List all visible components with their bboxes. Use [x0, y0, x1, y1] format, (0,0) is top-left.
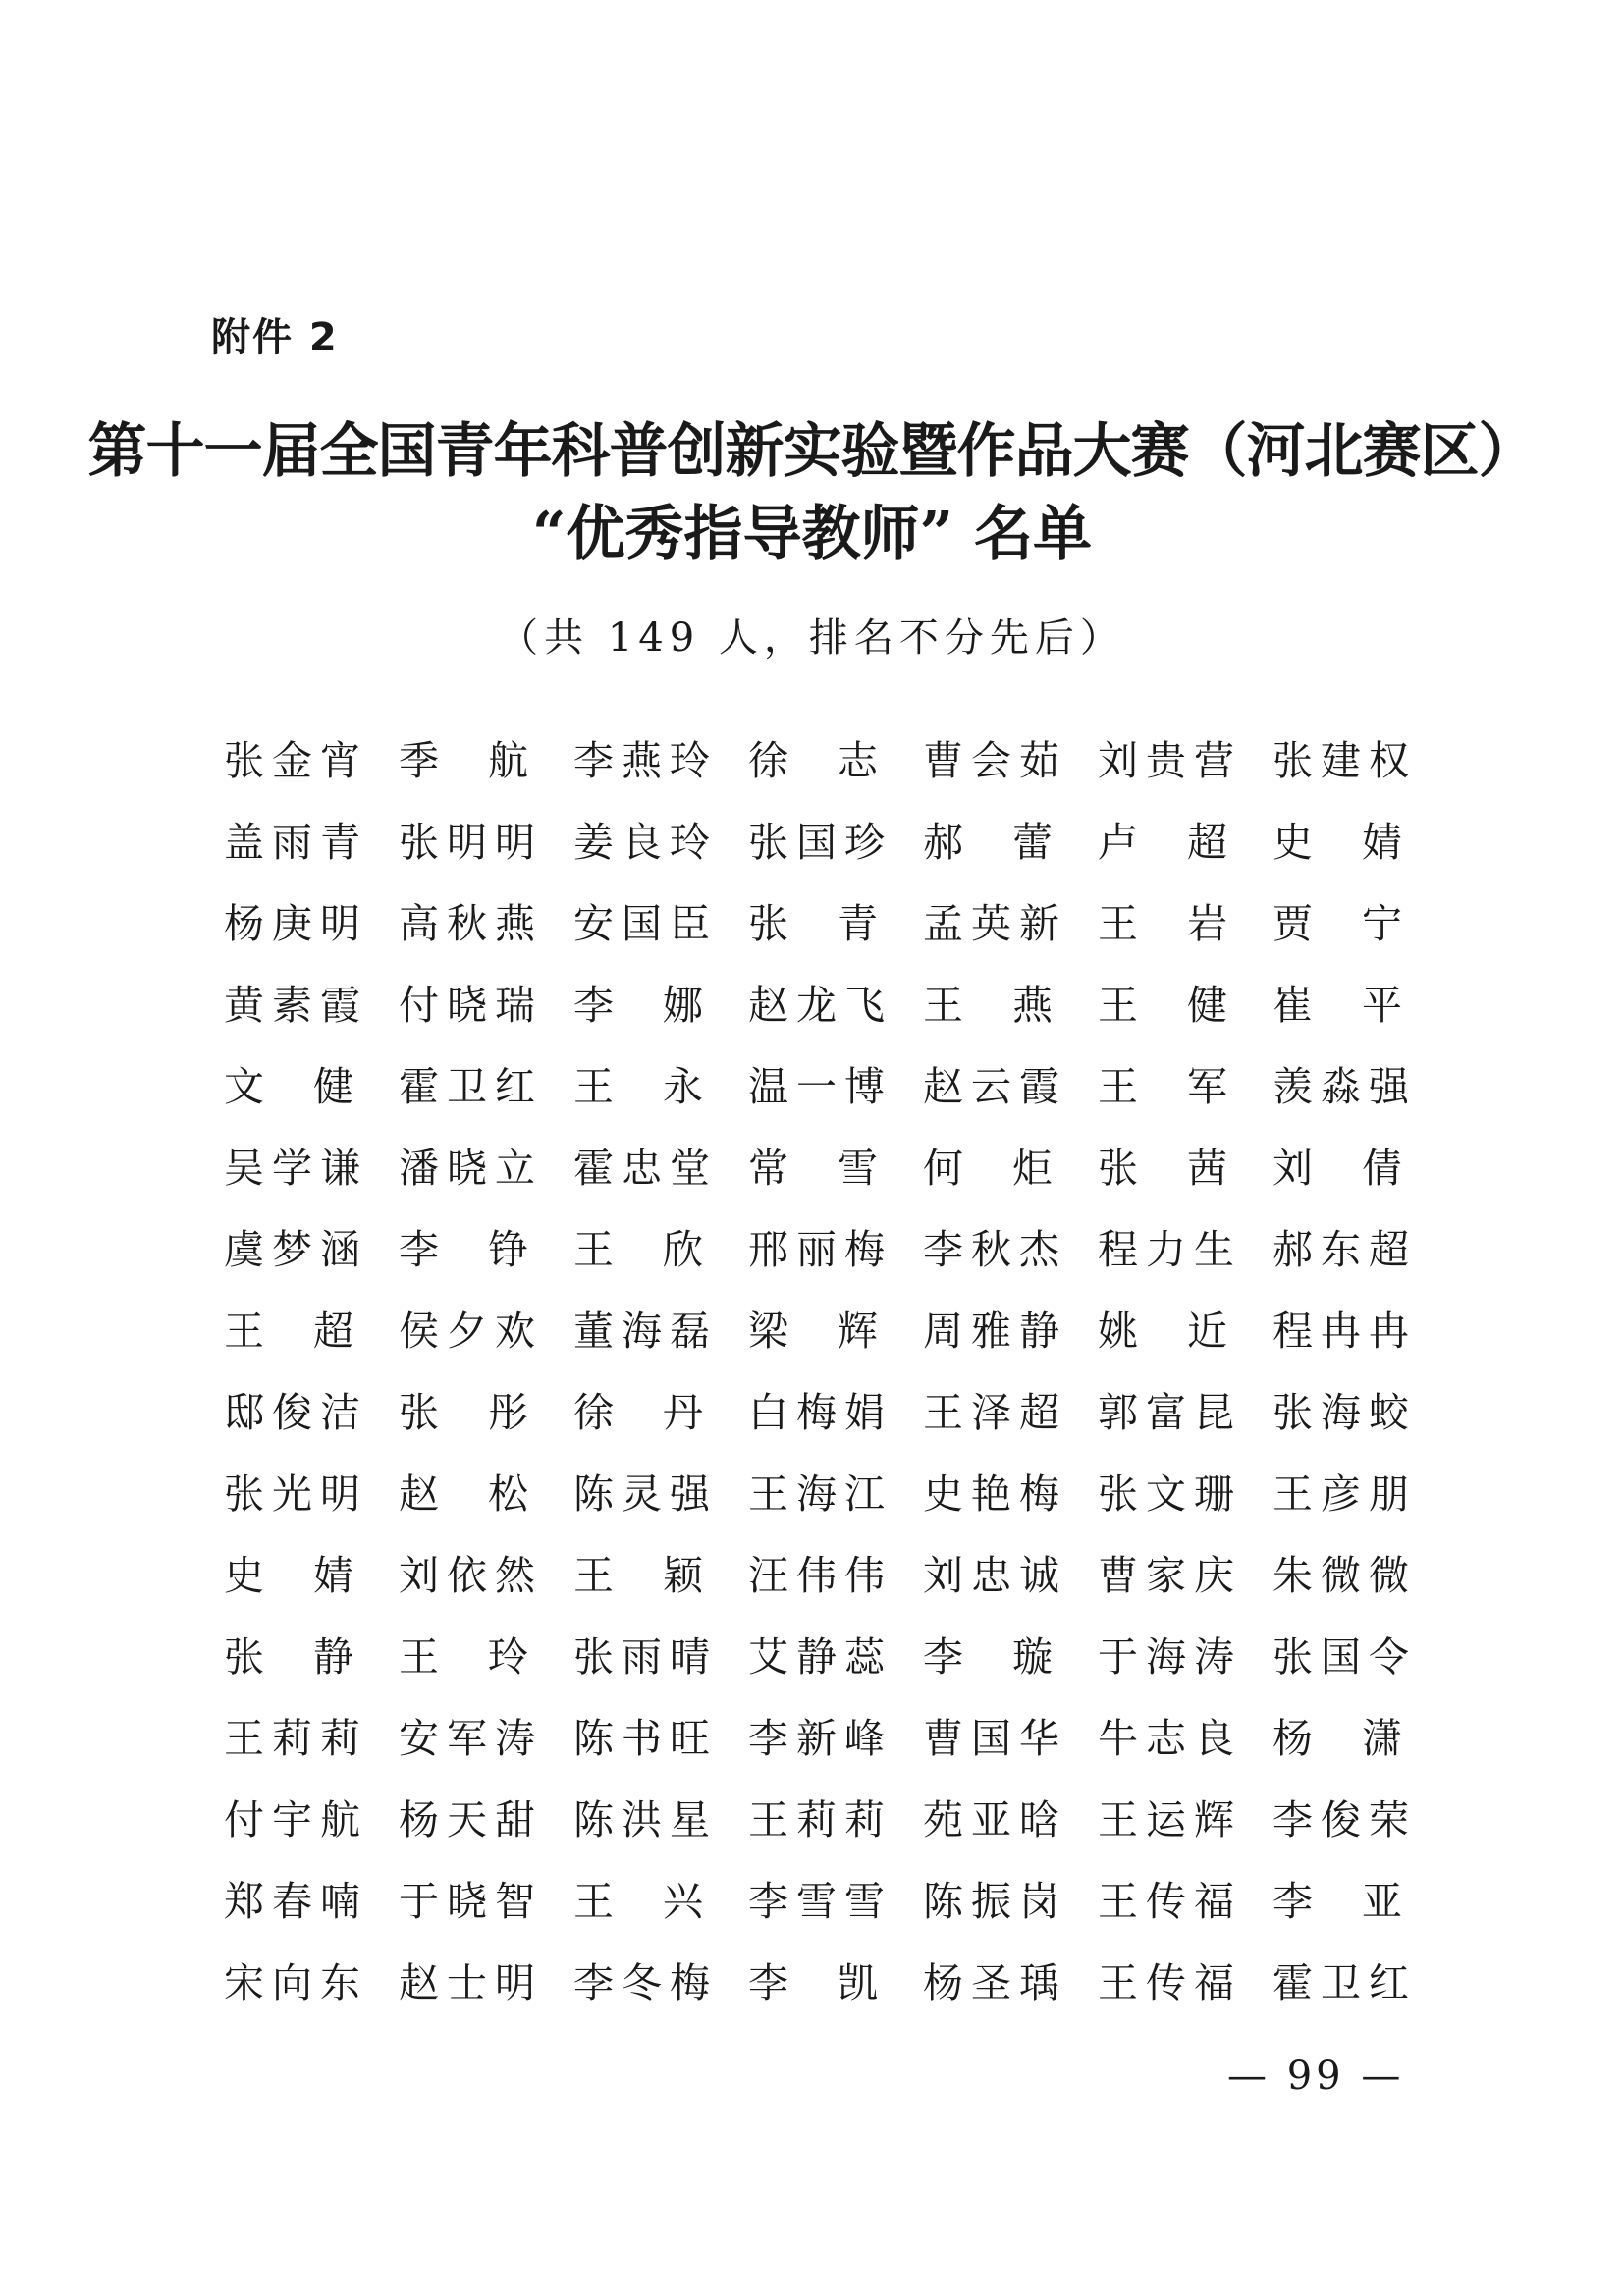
names-list — [224, 717, 1422, 2020]
teacher-name: 李 璇 — [923, 1633, 1053, 1681]
teacher-name: 高秋燕 — [399, 900, 543, 947]
teacher-name: 王 超 — [224, 1308, 353, 1355]
teacher-name: 白梅娟 — [748, 1389, 893, 1436]
teacher-name: 潘晓立 — [399, 1145, 543, 1192]
teacher-name: 李新峰 — [748, 1715, 893, 1762]
names-row — [224, 1694, 1422, 1776]
teacher-name: 杨 潇 — [1272, 1715, 1402, 1762]
teacher-name: 常 雪 — [748, 1145, 878, 1192]
teacher-name: 郝东超 — [1272, 1226, 1417, 1273]
teacher-name: 孟英新 — [923, 900, 1067, 947]
teacher-name: 吴学谦 — [224, 1145, 368, 1192]
teacher-name: 崔 平 — [1272, 982, 1402, 1029]
teacher-name: 郑春喃 — [224, 1878, 368, 1925]
teacher-name: 王 永 — [573, 1063, 703, 1110]
teacher-name: 汪伟伟 — [748, 1552, 893, 1599]
teacher-name: 邢丽梅 — [748, 1226, 893, 1273]
teacher-name: 付晓瑞 — [399, 982, 543, 1029]
teacher-name: 郭富昆 — [1098, 1389, 1242, 1436]
teacher-name: 贾 宁 — [1272, 900, 1402, 947]
document-title-line-1: 第十一届全国青年科普创新实验暨作品大赛（河北赛区） — [87, 417, 1537, 486]
page-number: — 99 — — [1227, 2054, 1405, 2099]
teacher-name: 曹会茹 — [923, 737, 1067, 784]
teacher-name: 张海蛟 — [1272, 1389, 1417, 1436]
teacher-name: 史 婧 — [224, 1552, 353, 1599]
teacher-name: 卢 超 — [1098, 819, 1227, 866]
names-row — [224, 1450, 1422, 1531]
names-row — [224, 1613, 1422, 1694]
names-row — [224, 1776, 1422, 1857]
teacher-name: 宋向东 — [224, 1959, 368, 2006]
document-subtitle: （共 149 人，排名不分先后） — [499, 615, 1125, 661]
attachment-label: 附件 2 — [211, 315, 339, 360]
teacher-name: 刘 倩 — [1272, 1145, 1402, 1192]
teacher-name: 李 娜 — [573, 982, 703, 1029]
teacher-name: 李冬梅 — [573, 1959, 718, 2006]
teacher-name: 张金宵 — [224, 737, 368, 784]
teacher-name: 张 静 — [224, 1633, 353, 1681]
names-row — [224, 1939, 1422, 2020]
teacher-name: 史 婧 — [1272, 819, 1402, 866]
teacher-name: 张文珊 — [1098, 1470, 1242, 1518]
teacher-name: 盖雨青 — [224, 819, 368, 866]
teacher-name: 王 燕 — [923, 982, 1053, 1029]
names-row — [224, 1368, 1422, 1450]
teacher-name: 刘忠诚 — [923, 1552, 1067, 1599]
teacher-name: 陈洪星 — [573, 1796, 718, 1843]
teacher-name: 王 兴 — [573, 1878, 703, 1925]
teacher-name: 梁 辉 — [748, 1308, 878, 1355]
teacher-name: 黄素霞 — [224, 982, 368, 1029]
teacher-name: 刘贵营 — [1098, 737, 1242, 784]
teacher-name: 温一博 — [748, 1063, 893, 1110]
teacher-name: 于海涛 — [1098, 1633, 1242, 1681]
teacher-name: 李雪雪 — [748, 1878, 893, 1925]
teacher-name: 安国臣 — [573, 900, 718, 947]
names-row — [224, 1124, 1422, 1205]
teacher-name: 曹国华 — [923, 1715, 1067, 1762]
teacher-name: 张光明 — [224, 1470, 368, 1518]
teacher-name: 赵士明 — [399, 1959, 543, 2006]
teacher-name: 王海江 — [748, 1470, 893, 1518]
teacher-name: 王 欣 — [573, 1226, 703, 1273]
teacher-name: 艾静蕊 — [748, 1633, 893, 1681]
teacher-name: 季 航 — [399, 737, 528, 784]
teacher-name: 曹家庆 — [1098, 1552, 1242, 1599]
teacher-name: 王泽超 — [923, 1389, 1067, 1436]
teacher-name: 霍卫红 — [399, 1063, 543, 1110]
teacher-name: 姜良玲 — [573, 819, 718, 866]
names-row — [224, 1287, 1422, 1368]
teacher-name: 郝 蕾 — [923, 819, 1053, 866]
teacher-name: 赵龙飞 — [748, 982, 893, 1029]
teacher-name: 文 健 — [224, 1063, 353, 1110]
teacher-name: 苑亚晗 — [923, 1796, 1067, 1843]
teacher-name: 陈振岗 — [923, 1878, 1067, 1925]
teacher-name: 王运辉 — [1098, 1796, 1242, 1843]
teacher-name: 张雨晴 — [573, 1633, 718, 1681]
teacher-name: 朱微微 — [1272, 1552, 1417, 1599]
teacher-name: 徐 志 — [748, 737, 878, 784]
teacher-name: 安军涛 — [399, 1715, 543, 1762]
teacher-name: 王 岩 — [1098, 900, 1227, 947]
teacher-name: 霍忠堂 — [573, 1145, 718, 1192]
teacher-name: 张明明 — [399, 819, 543, 866]
teacher-name: 王 颖 — [573, 1552, 703, 1599]
teacher-name: 王传福 — [1098, 1959, 1242, 2006]
teacher-name: 李 凯 — [748, 1959, 878, 2006]
names-row — [224, 717, 1422, 798]
teacher-name: 陈书旺 — [573, 1715, 718, 1762]
teacher-name: 侯夕欢 — [399, 1308, 543, 1355]
teacher-name: 董海磊 — [573, 1308, 718, 1355]
teacher-name: 徐 丹 — [573, 1389, 703, 1436]
document-title-line-2: “优秀指导教师” 名单 — [532, 500, 1092, 568]
names-row — [224, 880, 1422, 961]
teacher-name: 李燕玲 — [573, 737, 718, 784]
teacher-name: 霍卫红 — [1272, 1959, 1417, 2006]
names-row — [224, 1042, 1422, 1124]
teacher-name: 王莉莉 — [748, 1796, 893, 1843]
teacher-name: 王莉莉 — [224, 1715, 368, 1762]
names-row — [224, 1205, 1422, 1287]
teacher-name: 杨圣瑀 — [923, 1959, 1067, 2006]
teacher-name: 杨庚明 — [224, 900, 368, 947]
teacher-name: 李俊荣 — [1272, 1796, 1417, 1843]
teacher-name: 陈灵强 — [573, 1470, 718, 1518]
teacher-name: 王 健 — [1098, 982, 1227, 1029]
teacher-name: 张 茜 — [1098, 1145, 1227, 1192]
teacher-name: 程冉冉 — [1272, 1308, 1417, 1355]
teacher-name: 周雅静 — [923, 1308, 1067, 1355]
teacher-name: 张国令 — [1272, 1633, 1417, 1681]
teacher-name: 羡淼强 — [1272, 1063, 1417, 1110]
teacher-name: 王传福 — [1098, 1878, 1242, 1925]
teacher-name: 李秋杰 — [923, 1226, 1067, 1273]
teacher-name: 王彦朋 — [1272, 1470, 1417, 1518]
teacher-name: 虞梦涵 — [224, 1226, 368, 1273]
teacher-name: 张 彤 — [399, 1389, 528, 1436]
teacher-name: 姚 近 — [1098, 1308, 1227, 1355]
teacher-name: 张建权 — [1272, 737, 1417, 784]
teacher-name: 牛志良 — [1098, 1715, 1242, 1762]
names-row — [224, 1531, 1422, 1613]
teacher-name: 杨天甜 — [399, 1796, 543, 1843]
teacher-name: 程力生 — [1098, 1226, 1242, 1273]
teacher-name: 张国珍 — [748, 819, 893, 866]
teacher-name: 史艳梅 — [923, 1470, 1067, 1518]
teacher-name: 王 军 — [1098, 1063, 1227, 1110]
teacher-name: 王 玲 — [399, 1633, 528, 1681]
teacher-name: 何 炬 — [923, 1145, 1053, 1192]
teacher-name: 李 铮 — [399, 1226, 528, 1273]
names-row — [224, 1857, 1422, 1939]
teacher-name: 刘依然 — [399, 1552, 543, 1599]
teacher-name: 李 亚 — [1272, 1878, 1402, 1925]
names-row — [224, 798, 1422, 880]
teacher-name: 邸俊洁 — [224, 1389, 368, 1436]
teacher-name: 于晓智 — [399, 1878, 543, 1925]
teacher-name: 张 青 — [748, 900, 878, 947]
teacher-name: 赵云霞 — [923, 1063, 1067, 1110]
names-row — [224, 961, 1422, 1042]
teacher-name: 付宇航 — [224, 1796, 368, 1843]
teacher-name: 赵 松 — [399, 1470, 528, 1518]
